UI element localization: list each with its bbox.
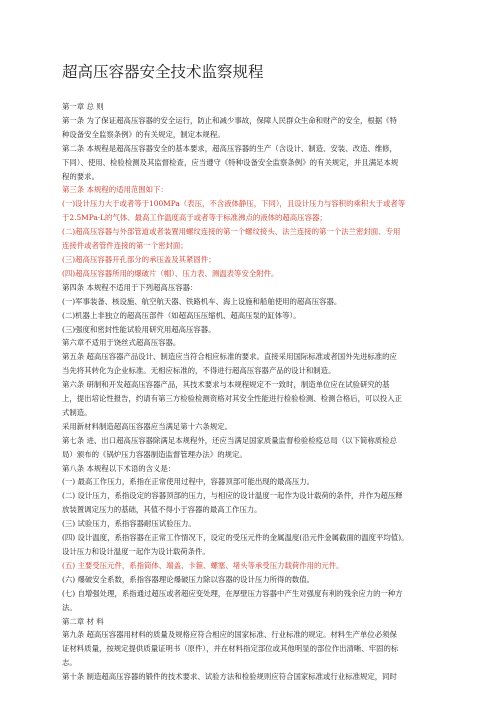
paragraph-line: 程的要求。 — [62, 171, 99, 181]
paragraph-line: 法。 — [62, 602, 77, 612]
paragraph-line: 第九条 超高压容器用材料的质量及规格应符合相应的国家标准、行业标准的规定。材料生产单位必须保 — [62, 630, 397, 640]
paragraph-line: 第五条 超高压容器产品设计、制造应当符合相应标准的要求。直接采用国际标准或者国外先进标准的应 — [62, 352, 397, 362]
paragraph-line: 设计压力和设计温度一起作为设计载荷条件。 — [62, 547, 210, 556]
paragraph-line: 证材料质量，按规定提供质量证明书（原件），并在材料指定部位或其他明显的部位作出清晰、牢固的标 — [62, 644, 399, 654]
paragraph-line: 第六章不适用于饶丝式超高压容器。 — [62, 338, 181, 348]
paragraph-line: 连接件或者管件连接的第一个密封面； — [62, 241, 188, 251]
paragraph-line: (一) 最高工作压力，系指在正常使用过程中，容器顶部可能出现的最高压力。 — [62, 477, 315, 487]
paragraph-line: (二)超高压容器与外部管道或者装置用螺纹连接的第一个螺纹接头、法兰连接的第一个法兰密封面、专用 — [62, 227, 401, 237]
paragraph-line: (二) 设计压力，系指设定的容器顶部的压力，与相应的设计温度一起作为设计载荷的条件，并作为超压释 — [62, 491, 403, 501]
paragraph-line: (三) 试验压力，系指容器耐压试验压力。 — [62, 519, 196, 529]
paragraph-line: (二)机器上非独立的超高压部件（如超高压压缩机、超高压泵的缸体等）。 — [62, 310, 301, 320]
paragraph-line: 下同）、使用、检验检测及其监督检查，应当遵守《特种设备安全监察条例》的有关规定，并且满足本规 — [62, 157, 399, 167]
paragraph-line: (七) 自增强处理，系指通过超压或者超应变处理，在厚壁压力容器中产生对强度有利的残余应力的一种方 — [62, 588, 403, 598]
paragraph-line: 志。 — [62, 658, 77, 668]
paragraph-line: (四) 设计温度，系指容器在正常工作情况下，设定的受压元件的金属温度(沿元件金属截面的温度平均值)。 — [62, 533, 409, 543]
paragraph-line: 第二条 本规程是超高压容器安全的基本要求，超高压容器的生产（含设计、制造、安装、改造、维修， — [62, 143, 397, 153]
paragraph-line: 式制造。 — [62, 407, 92, 417]
paragraph-line: 采用新材料制造超高压容器应当满足第十六条规定。 — [62, 421, 232, 431]
paragraph-line: (四)超高压容器所用的爆破片（帽）、压力表、测温表等安全附件。 — [62, 268, 279, 278]
paragraph-line: (五) 主要受压元件，系指筒体、端盖、卡箍、螺塞、堵头等承受压力载荷作用的元件。 — [62, 560, 344, 570]
paragraph-line: 第二章 材 料 — [62, 616, 104, 626]
paragraph-line: (六) 爆破安全系数，系指容器理论爆破压力除以容器的设计压力所得的数值。 — [62, 574, 315, 584]
page-title: 超高压容器安全技术监察规程 — [62, 63, 264, 81]
paragraph-line: (一)军事装备、核设施、航空航天器、铁路机车、海上设施和船舶使用的超高压容器。 — [62, 296, 342, 306]
document-body — [62, 100, 434, 684]
paragraph-line: 第八条 本规程以下术语的含义是： — [62, 463, 176, 473]
paragraph-line: 上，提出培论性报告，约请有第三方检验检测资格对其安全性能进行检验检测、检测合格后，可以投入正 — [62, 394, 402, 404]
paragraph-line: 于2.5MPa·L的气体、最高工作温度高于或者等于标准沸点的液体的超高压容器； — [62, 213, 327, 223]
paragraph-line: 第六条 研制和开发超高压容器产品，其技术要求与本规程规定不一致时，制造单位应在试验研究的基 — [62, 380, 390, 390]
paragraph-line: 种设备安全监察条例》的有关规定，制定本规程。 — [62, 129, 225, 139]
paragraph-line: 第十条 制造超高压容器的锻件的技术要求、试验方法和检验规则应符合国家标准或行业标准规定，同时 — [62, 672, 397, 682]
paragraph-line: (三)超高压容器开孔部分的承压盖及其紧固件； — [62, 254, 216, 264]
paragraph-line: 第四条 本规程不适用于下列超高压容器： — [62, 282, 198, 292]
paragraph-line: 第一条 为了保证超高压容器的安全运行，防止和减少事故，保障人民群众生命和财产的安全，根据《特 — [62, 115, 397, 125]
paragraph-line: 第一章 总 则 — [62, 102, 104, 111]
paragraph-line: 放装置调定压力的基础，其值不得小于容器的最高工作压力。 — [62, 505, 262, 515]
paragraph-line: (三)强度和密封性能试验用研究用超高压容器。 — [62, 324, 216, 334]
paragraph-line: 第七条 进、出口超高压容器除满足本规程外，还应当满足国家质量监督检验检疫总局（以下简称质检总 — [62, 435, 397, 445]
paragraph-line: (一)设计压力大于或者等于100MPa（表压，不含液体静压，下同），且设计压力与容积的乘积大于或者等 — [62, 199, 406, 209]
paragraph-line: 当先将其转化为企业标准。无相应标准的，不得进行超高压容器产品的设计和制造。 — [62, 366, 336, 376]
paragraph-line: 第三条 本规程的适用范围如下： — [62, 185, 168, 195]
paragraph-line: 局）颁布的《锅炉压力容器制造监督管理办法》的规定。 — [62, 449, 247, 459]
